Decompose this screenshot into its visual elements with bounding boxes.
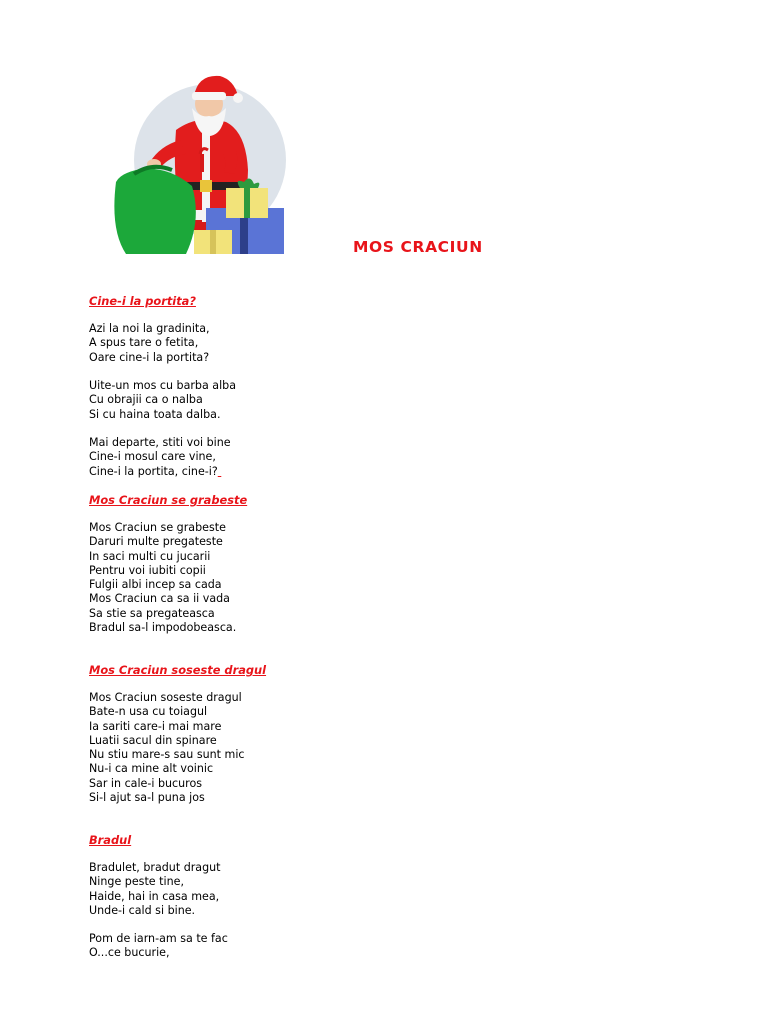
santa-claus-with-presents-icon xyxy=(106,70,290,256)
poem-line: Cine-i mosul care vine, xyxy=(89,450,216,464)
poem-heading-mos-craciun-se-grabeste: Mos Craciun se grabeste xyxy=(89,493,248,507)
poem-line: Daruri multe pregateste xyxy=(89,535,223,549)
poem-line: Pentru voi iubiti copii xyxy=(89,563,206,577)
poem-line: Cu obrajii ca o nalba xyxy=(89,393,203,407)
poem-line: Sa stie sa pregateasca xyxy=(89,606,215,620)
poem-stanza xyxy=(89,322,210,365)
underline-mark xyxy=(218,465,222,478)
poem-stanza xyxy=(89,861,221,918)
poem-stanza xyxy=(89,691,245,805)
poem-line: Fulgii albi incep sa cada xyxy=(89,578,222,592)
poem-line: Nu-i ca mine alt voinic xyxy=(89,762,214,776)
poem-line: Pom de iarn-am sa te fac xyxy=(89,932,228,945)
poem-line: Nu stiu mare-s sau sunt mic xyxy=(89,748,245,762)
poem-line: O...ce bucurie, xyxy=(89,946,170,960)
document-title: MOS CRACIUN xyxy=(353,238,483,256)
poem-line: Mos Craciun soseste dragul xyxy=(89,691,242,704)
poem-line: Mos Craciun se grabeste xyxy=(89,521,226,534)
poem-line: Haide, hai in casa mea, xyxy=(89,889,220,903)
poem-line: Uite-un mos cu barba alba xyxy=(89,379,237,392)
poem-line: Ia sariti care-i mai mare xyxy=(89,719,222,733)
poem-line: Luatii sacul din spinare xyxy=(89,733,217,747)
poem-heading-bradul: Bradul xyxy=(89,833,132,847)
poem-stanza xyxy=(89,521,236,635)
poem-line: Mai departe, stiti voi bine xyxy=(89,436,231,449)
poem-line: Bradul sa-l impodobeasca. xyxy=(89,621,237,635)
poem-stanza xyxy=(89,932,228,961)
poem-stanza xyxy=(89,436,231,479)
poem-line: Bate-n usa cu toiagul xyxy=(89,705,208,719)
poem-line xyxy=(89,465,231,479)
poem-line: Unde-i cald si bine. xyxy=(89,903,196,917)
poem-line: Si-l ajut sa-l puna jos xyxy=(89,791,205,805)
poem-line: Si cu haina toata dalba. xyxy=(89,407,221,421)
poem-line: In saci multi cu jucarii xyxy=(89,549,211,563)
poem-heading-mos-craciun-soseste-dragul: Mos Craciun soseste dragul xyxy=(89,663,267,677)
poem-line: Azi la noi la gradinita, xyxy=(89,322,210,335)
poem-line: Oare cine-i la portita? xyxy=(89,350,210,364)
poem-stanza xyxy=(89,379,236,422)
poem-line: Ninge peste tine, xyxy=(89,875,184,889)
poem-heading-cine-i-la-portita: Cine-i la portita? xyxy=(89,294,196,308)
poem-line: Sar in cale-i bucuros xyxy=(89,776,203,790)
poem-line-text: Cine-i la portita, cine-i? xyxy=(89,464,218,478)
poem-line: Mos Craciun ca sa ii vada xyxy=(89,592,230,606)
poem-line: Bradulet, bradut dragut xyxy=(89,861,221,874)
poem-line: A spus tare o fetita, xyxy=(89,336,199,350)
